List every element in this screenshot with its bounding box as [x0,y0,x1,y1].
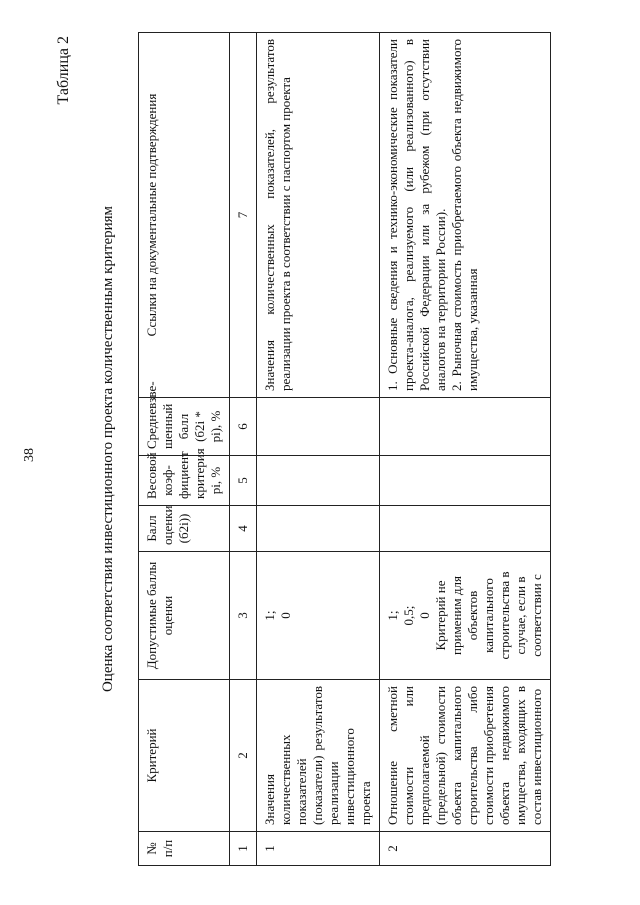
refs-cell [257,33,380,398]
weight-cell [380,456,551,506]
header-no: № п/п [139,832,230,866]
score-value: 0,5; [401,605,416,626]
score-value: 1; [262,610,277,621]
ref-item: 2. Рыночная стоимость приобретаемого объекта недвижимого имущества, указанная [449,39,480,391]
header-row [139,33,230,866]
header-refs: Ссылки на документальные подтверждения [139,33,230,398]
ball-cell [380,506,551,552]
weighted-cell [380,398,551,456]
score-value: 1; [385,610,400,621]
header-scores: Допустимые баллы оценки [139,552,230,680]
table-row [257,33,380,866]
ref-item: Значения количественных показателей, результатов реализации проекта в соответствии с паспортом проекта [262,39,293,391]
column-number: 2 [230,680,257,832]
header-weight: Весовой коэф-фициент критерия pi, % [139,456,230,506]
row-number: 1 [257,832,380,866]
column-number: 1 [230,832,257,866]
column-number: 6 [230,398,257,456]
header-ball: Балл оценки (б2i)) [139,506,230,552]
rotated-page-content [50,32,550,866]
row-number: 2 [380,832,551,866]
column-number: 7 [230,33,257,398]
score-value: 0 [278,612,293,619]
table-title: Оценка соответствия инвестиционного проекта количественным критериям [100,205,116,693]
refs-cell [380,33,551,398]
score-note: Критерий не применим для объектов капитального строительства в случае, если в соответствии с [433,571,544,660]
page-number: 38 [22,448,37,462]
column-number: 5 [230,456,257,506]
column-number: 4 [230,506,257,552]
column-number-row [230,33,257,866]
score-value: 0 [417,612,432,619]
scores-cell [257,552,380,680]
scores-cell [380,552,551,680]
weighted-cell [257,398,380,456]
criterion-cell: Отношение сметной стоимости или предполагаемой (предельной) стоимости объекта капитального строительства либо стоимости приобретения объекта недвижимого имущества, входящих в состав инвестиционного [380,680,551,832]
table-row [380,33,551,866]
criterion-cell: Значения количественных показателей (показатели) результатов реализации инвестиционного проекта [257,680,380,832]
weight-cell [257,456,380,506]
header-criterion: Критерий [139,680,230,832]
criteria-table [138,32,551,866]
table-caption: Таблица 2 [55,36,72,105]
ref-item: 1. Основные сведения и технико-экономические показатели проекта-аналога, реализуемого (или реализованного) в Российской Федерации или за рубежом (при отсутствии аналогов на территории России). [385,39,448,391]
header-weighted: Средневзве-шенный балл (б2i * pi), % [139,398,230,456]
column-number: 3 [230,552,257,680]
ball-cell [257,506,380,552]
